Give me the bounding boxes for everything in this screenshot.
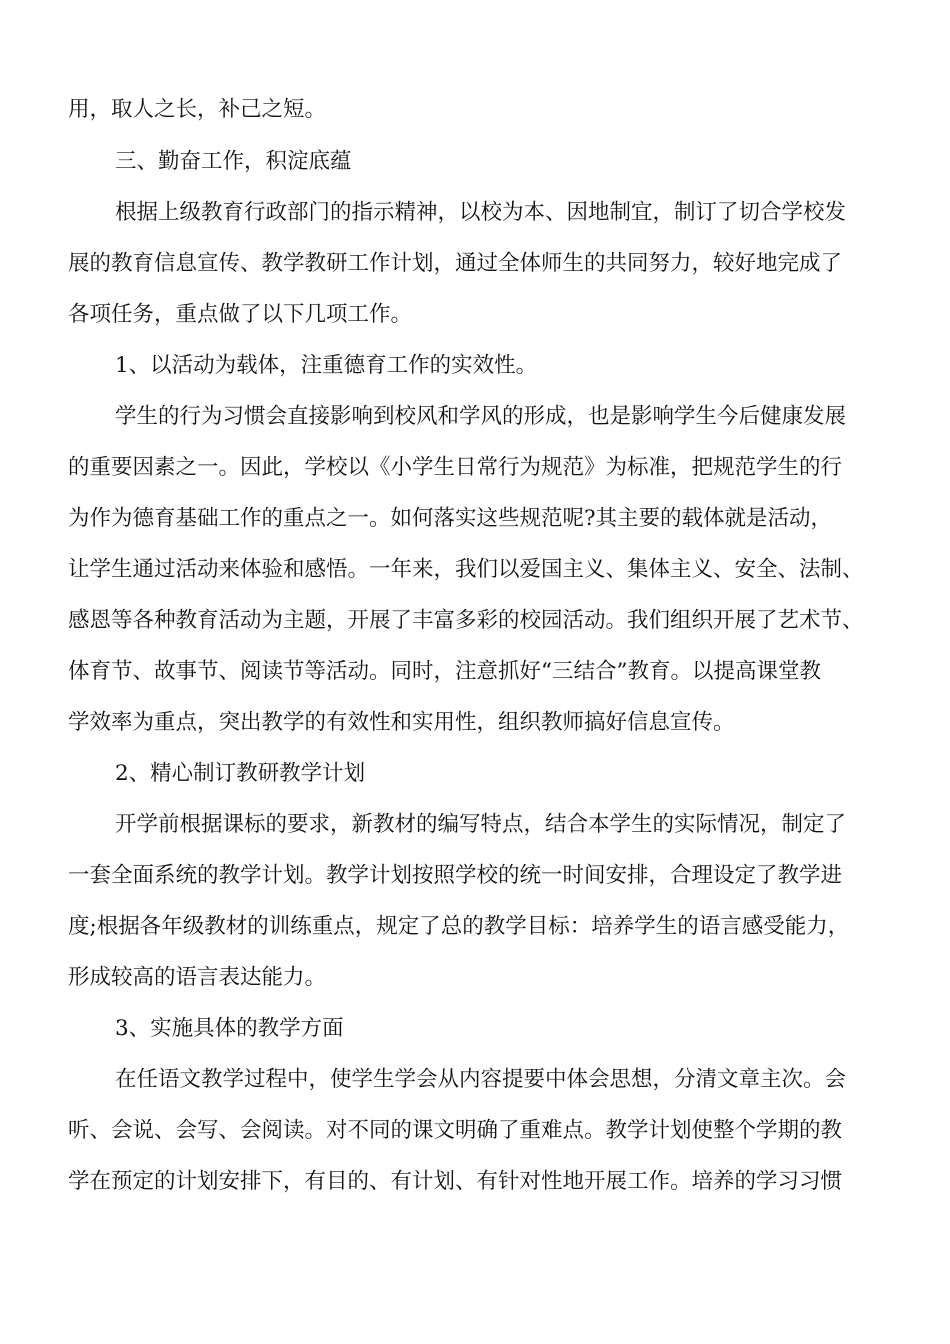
text-line: 一套全面系统的教学计划。教学计划按照学校的统一时间安排，合理设定了教学进 (68, 863, 843, 888)
subsection-heading: 1、以活动为载体，注重德育工作的实效性。 (115, 353, 538, 378)
text-line: 为作为德育基础工作的重点之一。如何落实这些规范呢?其主要的载体就是活动， (68, 506, 833, 531)
text-line: 度;根据各年级教材的训练重点，规定了总的教学目标：培养学生的语言感受能力， (68, 914, 850, 939)
text-line: 学效率为重点，突出教学的有效性和实用性，组织教师搞好信息宣传。 (68, 710, 735, 735)
text-line: 听、会说、会写、会阅读。对不同的课文明确了重难点。教学计划使整个学期的教 (68, 1118, 843, 1143)
text-line: 展的教育信息宣传、教学教研工作计划，通过全体师生的共同努力，较好地完成了 (68, 251, 843, 276)
subsection-heading: 2、精心制订教研教学计划 (115, 761, 366, 786)
text-line: 各项任务，重点做了以下几项工作。 (68, 302, 413, 327)
subsection-heading: 3、实施具体的教学方面 (115, 1016, 344, 1041)
text-line: 感恩等各种教育活动为主题，开展了丰富多彩的校园活动。我们组织开展了艺术节、 (68, 608, 864, 633)
text-line: 让学生通过活动来体验和感悟。一年来，我们以爱国主义、集体主义、安全、法制、 (68, 557, 864, 582)
text-line: 开学前根据课标的要求，新教材的编写特点，结合本学生的实际情况，制定了 (115, 812, 847, 837)
text-line: 学生的行为习惯会直接影响到校风和学风的形成，也是影响学生今后健康发展 (115, 404, 847, 429)
text-line: 形成较高的语言表达能力。 (68, 965, 327, 990)
text-line: 的重要因素之一。因此，学校以《小学生日常行为规范》为标准，把规范学生的行 (68, 455, 843, 480)
text-line: 在任语文教学过程中，使学生学会从内容提要中体会思想，分清文章主次。会 (115, 1067, 847, 1092)
text-line: 体育节、故事节、阅读节等活动。同时，注意抓好“三结合”教育。以提高课堂教 (68, 659, 821, 684)
text-line: 用，取人之长，补己之短。 (68, 97, 327, 122)
text-line: 学在预定的计划安排下，有目的、有计划、有针对性地开展工作。培养的学习习惯 (68, 1169, 843, 1194)
section-heading: 三、勤奋工作，积淀底蕴 (115, 149, 352, 174)
text-line: 根据上级教育行政部门的指示精神，以校为本、因地制宜，制订了切合学校发 (115, 200, 847, 225)
